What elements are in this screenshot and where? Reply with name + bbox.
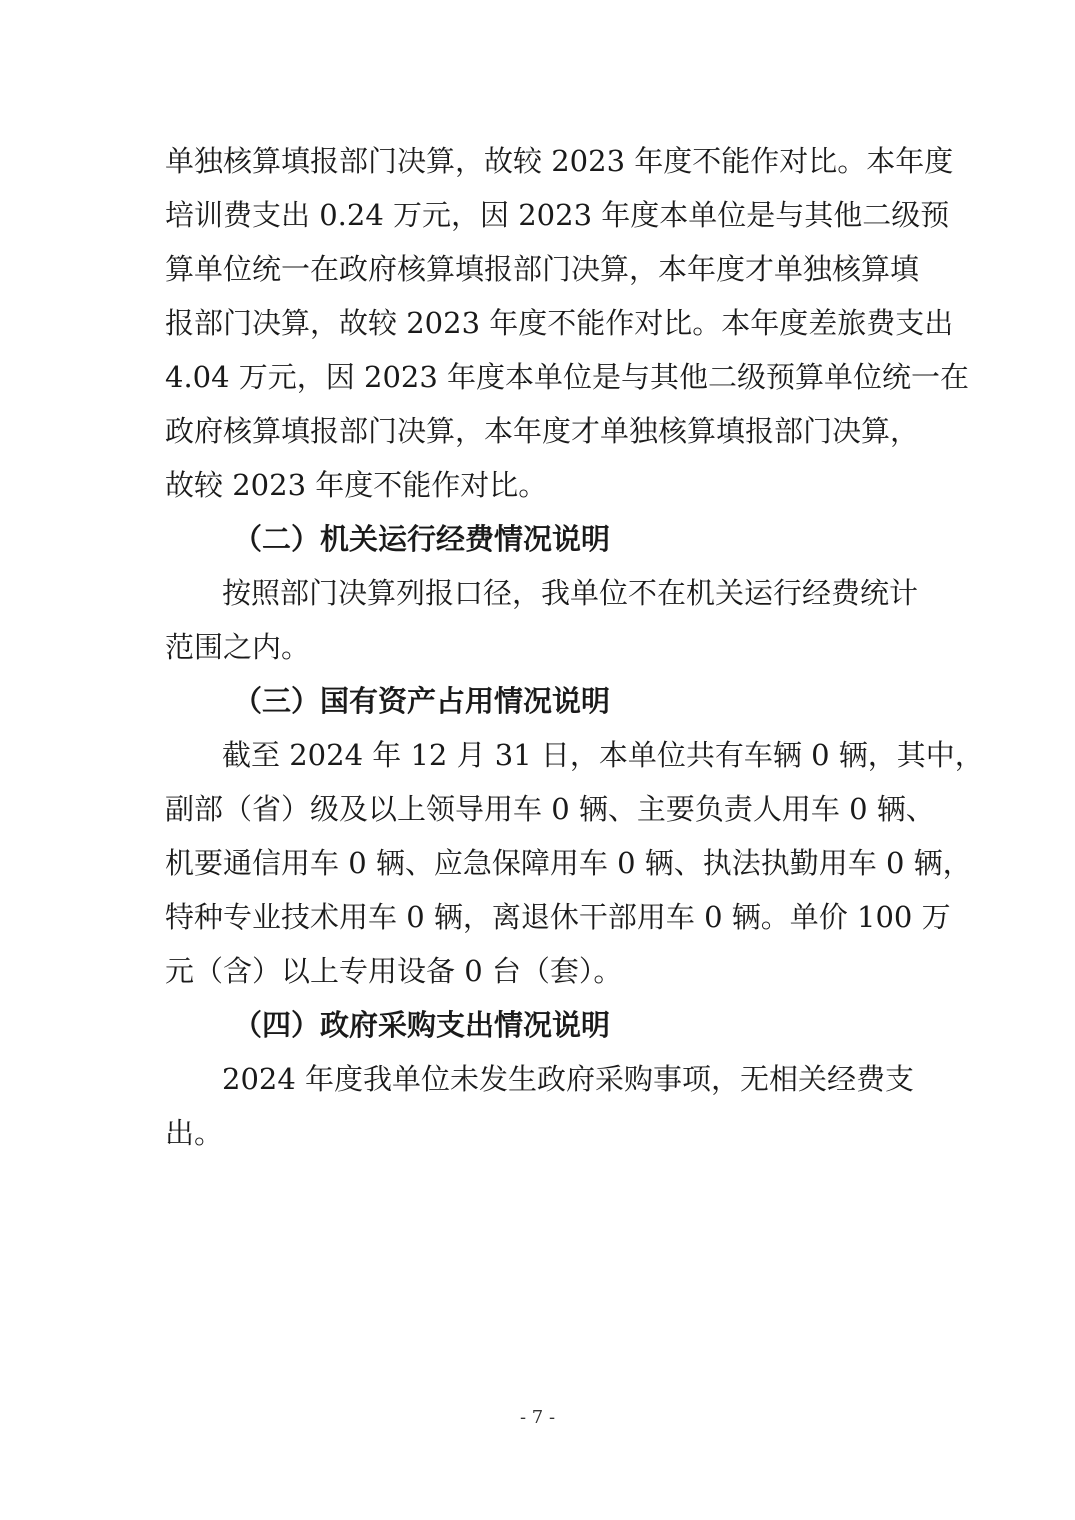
section-heading-2: （二）机关运行经费情况说明 [233,522,611,556]
paragraph-line: 截至 2024 年 12 月 31 日，本单位共有车辆 0 辆，其中， [222,738,984,772]
paragraph-line: 培训费支出 0.24 万元，因 2023 年度本单位是与其他二级预 [165,198,950,232]
document-body [165,134,984,1160]
section-heading-4: （四）政府采购支出情况说明 [233,1008,611,1042]
paragraph-line: 报部门决算，故较 2023 年度不能作对比。本年度差旅费支出 [165,306,954,340]
paragraph-line: 单独核算填报部门决算，故较 2023 年度不能作对比。本年度 [165,144,954,178]
paragraph-line: 算单位统一在政府核算填报部门决算，本年度才单独核算填 [165,252,920,286]
paragraph-line: 政府核算填报部门决算，本年度才单独核算填报部门决算， [165,414,920,448]
paragraph-line: 机要通信用车 0 辆、应急保障用车 0 辆、执法执勤用车 0 辆， [165,846,972,880]
section-heading-3: （三）国有资产占用情况说明 [233,684,611,718]
paragraph-line: 出。 [165,1116,224,1150]
page-number: - 7 - [519,1407,556,1428]
paragraph-line: 按照部门决算列报口径，我单位不在机关运行经费统计 [222,576,919,610]
paragraph-line: 元（含）以上专用设备 0 台（套）。 [165,954,623,988]
paragraph-line: 副部（省）级及以上领导用车 0 辆、主要负责人用车 0 辆、 [165,792,935,826]
paragraph-line: 2024 年度我单位未发生政府采购事项，无相关经费支 [222,1062,915,1096]
paragraph-line: 特种专业技术用车 0 辆，离退休干部用车 0 辆。单价 100 万 [165,900,951,934]
paragraph-line: 4.04 万元，因 2023 年度本单位是与其他二级预算单位统一在 [165,360,970,394]
paragraph-line: 范围之内。 [165,630,311,664]
paragraph-line: 故较 2023 年度不能作对比。 [165,468,548,502]
